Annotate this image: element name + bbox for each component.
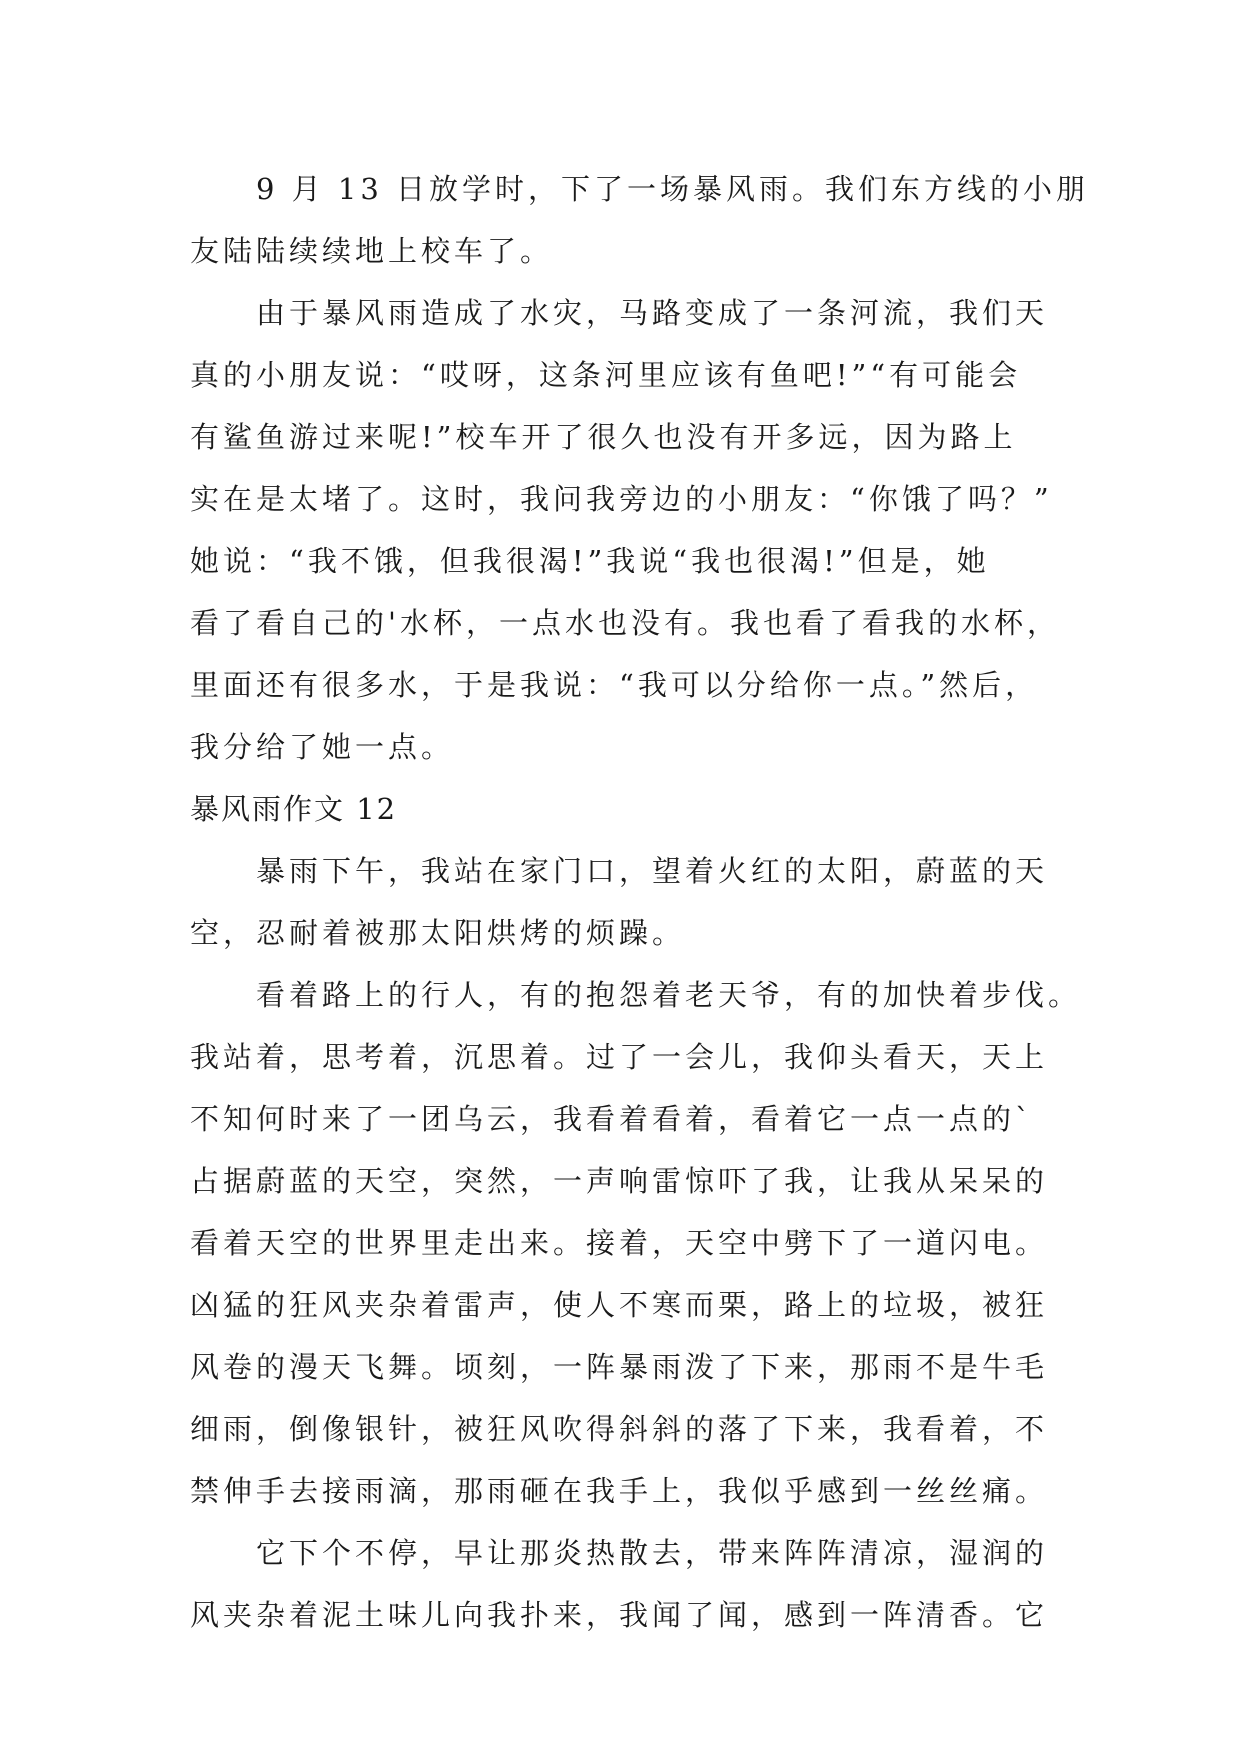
paragraph-line: 实在是太堵了。这时，我问我旁边的小朋友：“你饿了吗？” [190, 482, 1053, 516]
paragraph-3 [190, 840, 1070, 964]
paragraph-line: 由于暴风雨造成了水灾，马路变成了一条河流，我们天 [256, 296, 1049, 330]
paragraph-line: 看了看自己的'水杯，一点水也没有。我也看了看我的水杯， [190, 606, 1060, 640]
paragraph-line: 我分给了她一点。 [190, 730, 455, 764]
paragraph-line: 风卷的漫天飞舞。顷刻，一阵暴雨泼了下来，那雨不是牛毛 [190, 1350, 1049, 1384]
paragraph-line: 友陆陆续续地上校车了。 [190, 234, 554, 268]
paragraph-line: 凶猛的狂风夹杂着雷声，使人不寒而栗，路上的垃圾，被狂 [190, 1288, 1049, 1322]
paragraph-line: 有鲨鱼游过来呢!”校车开了很久也没有开多远，因为路上 [190, 420, 1017, 454]
paragraph-line: 我站着，思考着，沉思着。过了一会儿，我仰头看天，天上 [190, 1040, 1049, 1074]
paragraph-line: 里面还有很多水，于是我说：“我可以分给你一点。”然后， [190, 668, 1039, 702]
paragraph-line: 真的小朋友说：“哎呀，这条河里应该有鱼吧!”“有可能会 [190, 358, 1022, 392]
paragraph-line: 它下个不停，早让那炎热散去，带来阵阵清凉，湿润的 [256, 1536, 1049, 1570]
paragraph-line: 她说：“我不饿，但我很渴!”我说“我也很渴!”但是，她 [190, 544, 990, 578]
paragraph-1 [190, 158, 1090, 282]
paragraph-line: 细雨，倒像银针，被狂风吹得斜斜的落了下来，我看着，不 [190, 1412, 1049, 1446]
paragraph-line: 禁伸手去接雨滴，那雨砸在我手上，我似乎感到一丝丝痛。 [190, 1474, 1049, 1508]
paragraph-line: 看着路上的行人，有的抱怨着老天爷，有的加快着步伐。 [256, 978, 1082, 1012]
document-body [190, 158, 1090, 1646]
paragraph-line: 9 月 13 日放学时，下了一场暴风雨。我们东方线的小朋 [256, 172, 1090, 206]
paragraph-line: 风夹杂着泥土味儿向我扑来，我闻了闻，感到一阵清香。它 [190, 1598, 1049, 1632]
section-heading: 暴风雨作文 12 [190, 792, 398, 826]
paragraph-4 [190, 964, 1082, 1522]
paragraph-line: 空，忍耐着被那太阳烘烤的烦躁。 [190, 916, 686, 950]
paragraph-5 [190, 1522, 1070, 1646]
paragraph-line: 不知何时来了一团乌云，我看着看着，看着它一点一点的` [190, 1102, 1034, 1136]
paragraph-line: 暴雨下午，我站在家门口，望着火红的太阳，蔚蓝的天 [256, 854, 1049, 888]
paragraph-2 [190, 282, 1070, 778]
paragraph-line: 看着天空的世界里走出来。接着，天空中劈下了一道闪电。 [190, 1226, 1049, 1260]
paragraph-line: 占据蔚蓝的天空，突然，一声响雷惊吓了我，让我从呆呆的 [190, 1164, 1049, 1198]
